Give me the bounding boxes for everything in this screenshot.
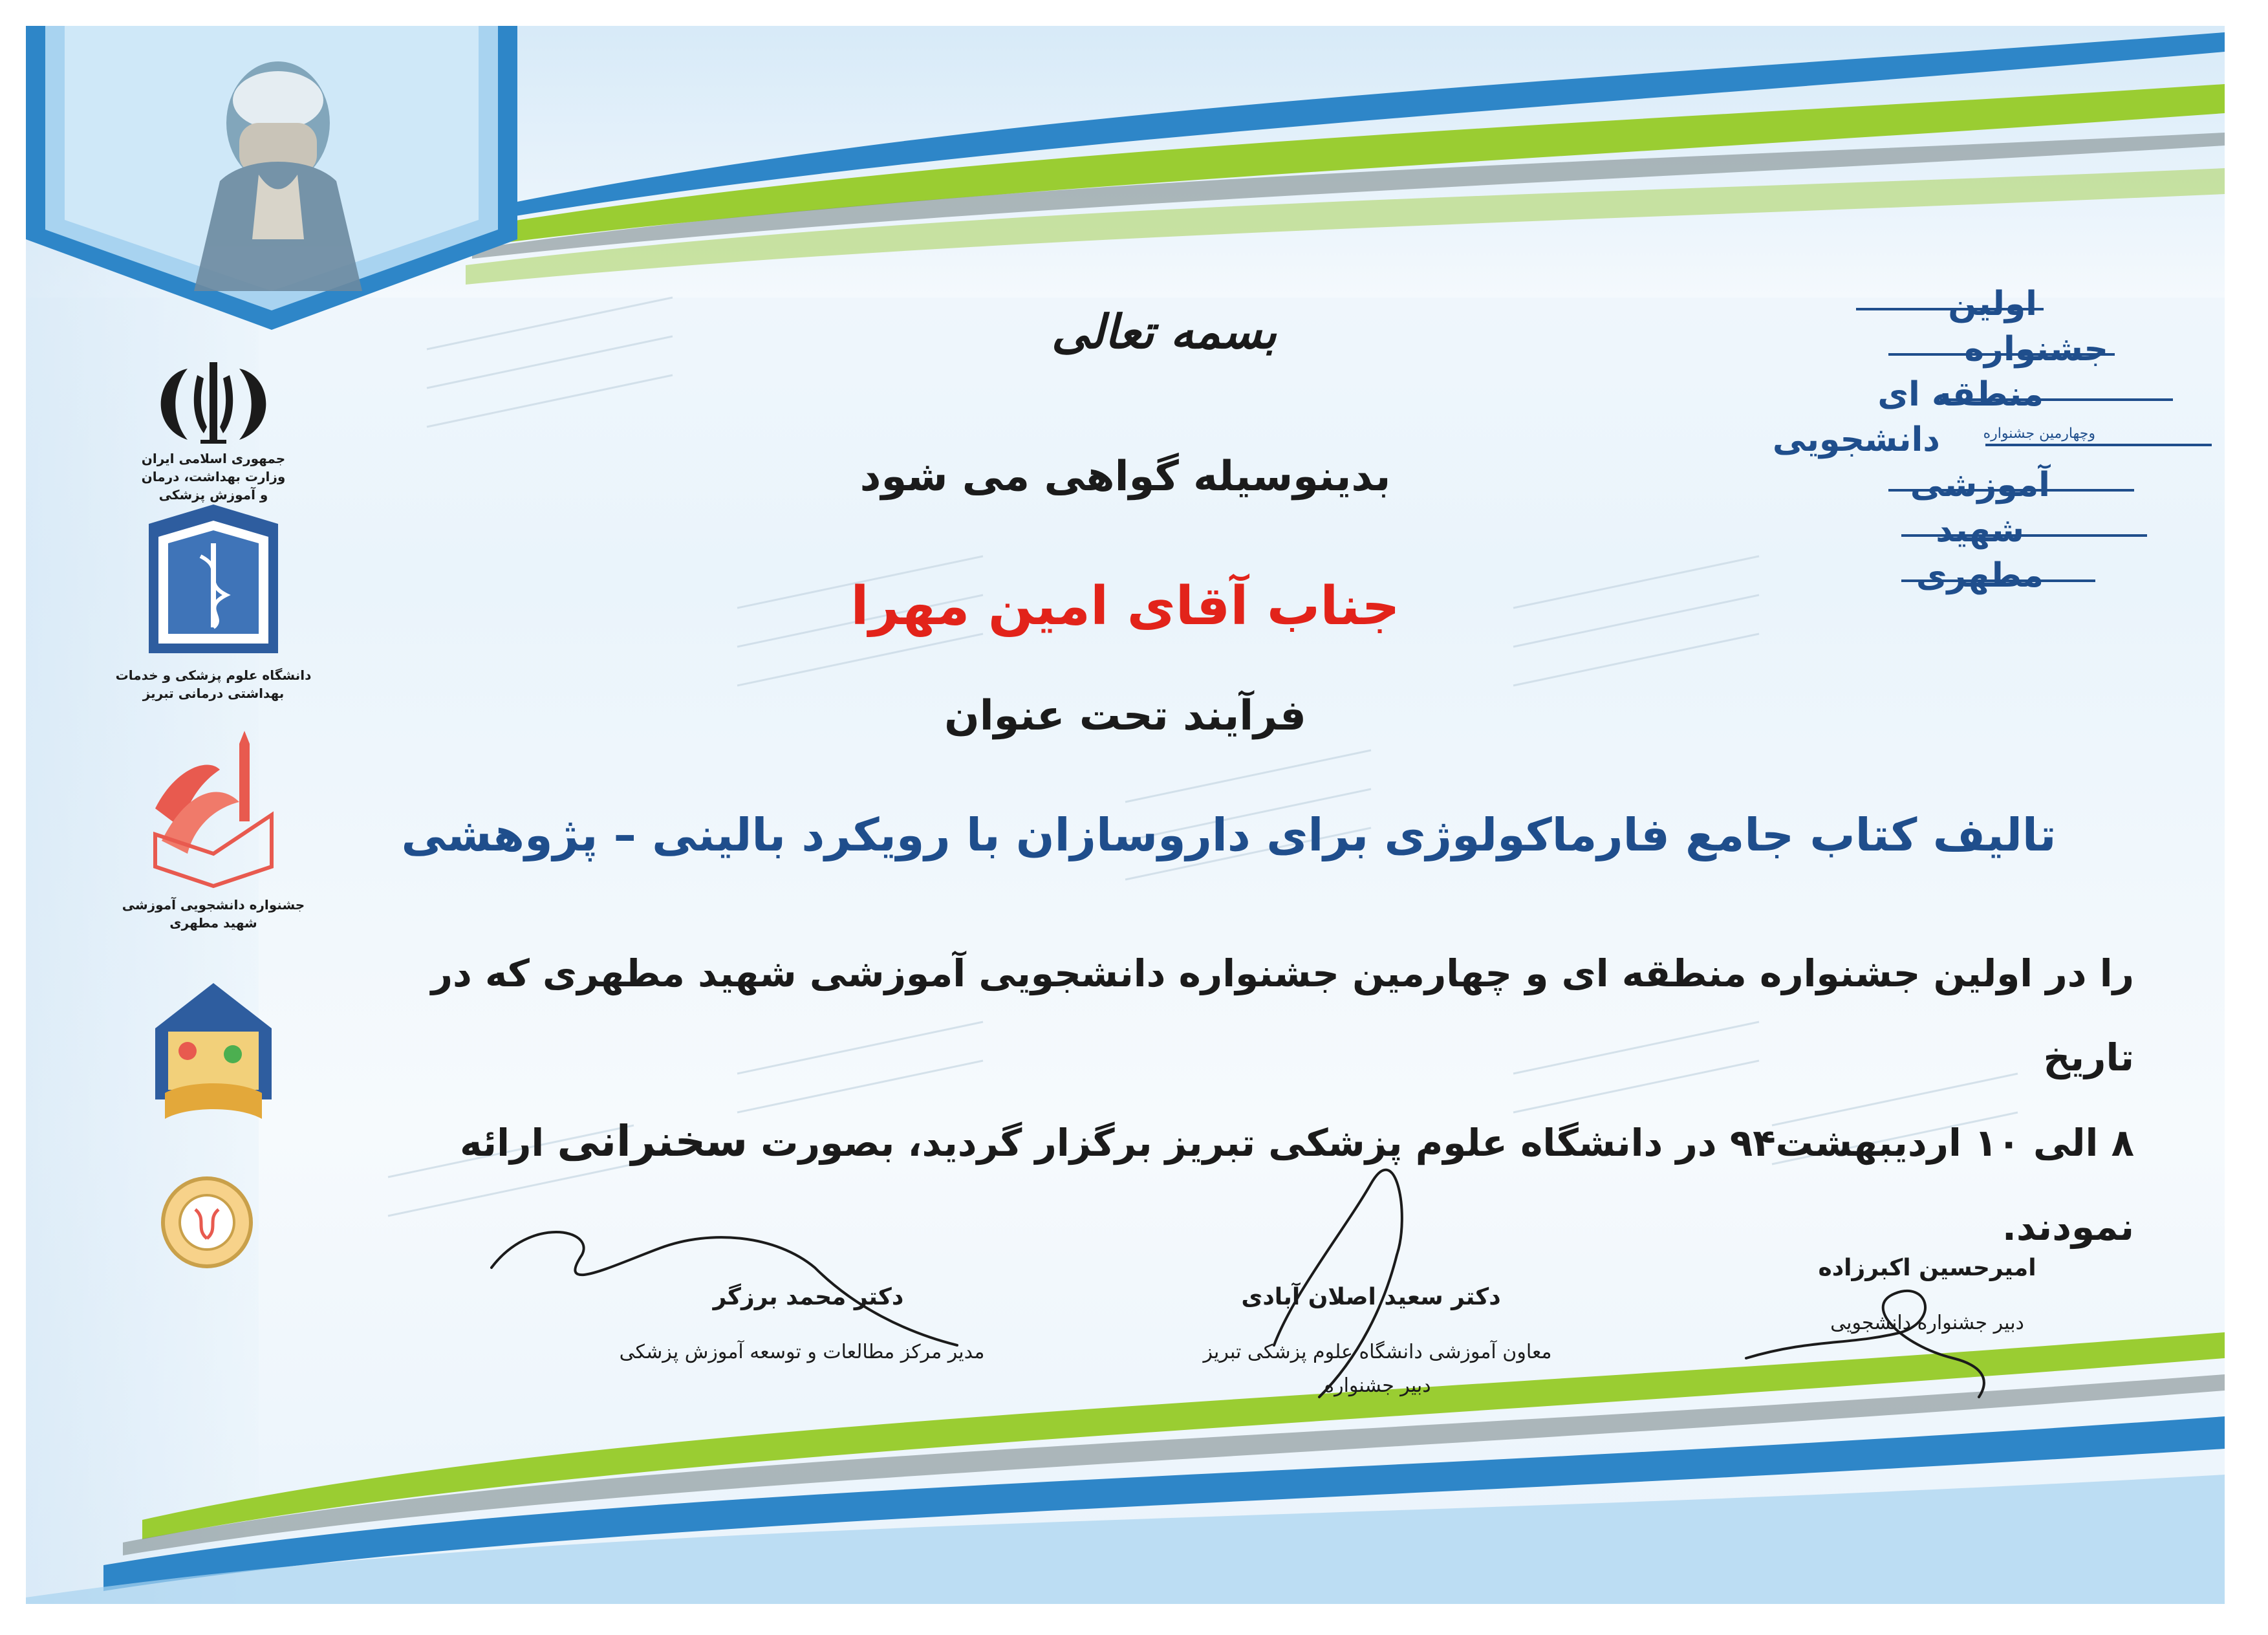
certificate-intro: بدینوسیله گواهی می شود [859, 453, 1391, 501]
festival-title-line: شهید [1936, 511, 2024, 550]
recipient-name: جناب آقای امین مهرا [850, 576, 1400, 637]
festival-title-line: اولین [1948, 285, 2037, 323]
presentation-type: سخنرانی [557, 1116, 748, 1166]
signatory-3-role [1772, 1306, 2082, 1340]
signatory-1-role [556, 1336, 1048, 1369]
signatory-1-name: دکتر محمد برزگر [713, 1284, 904, 1310]
festival-title-line: مطهری [1916, 556, 2044, 595]
ministry-logo-caption [110, 449, 317, 504]
university-logo-caption [97, 666, 330, 702]
certificate-body [362, 931, 2134, 1269]
body-line-2-start: ۸ الی ۱۰ اردیبهشت۹۴ در دانشگاه علوم پزشکی تبریز برگزار گردید، بصورت [761, 1121, 2134, 1165]
role-line: دبیر جشنواره [1324, 1374, 1431, 1397]
festival-title-line: جشنواره [1964, 330, 2108, 369]
caption-line: و آموزش پزشکی [158, 487, 268, 503]
caption-line: دانشگاه علوم پزشکی و خدمات [115, 667, 312, 683]
round-seal-shape [163, 1178, 251, 1266]
caption-line: جمهوری اسلامی ایران [141, 451, 286, 466]
festival-side-note: وچهارمین جشنواره [1983, 426, 2095, 442]
body-line-2 [362, 1099, 2134, 1269]
certificate-paper [26, 26, 2225, 1604]
role-line: معاون آموزشی دانشگاه علوم پزشکی تبریز [1203, 1341, 1552, 1363]
caption-line: بهداشتی درمانی تبریز [142, 686, 285, 701]
festival-logo-caption [97, 896, 330, 932]
work-title: تالیف کتاب جامع فارماکولوژی برای داروسازان با رویکرد بالینی – پژوهشی [401, 808, 2057, 861]
festival-title-line: آموزشی [1910, 466, 2050, 504]
university-emblem-shape [149, 504, 278, 653]
caption-line: وزارت بهداشت، درمان [141, 469, 286, 484]
caption-line: جشنواره دانشجویی آموزشی [122, 897, 305, 913]
body-line-2-end: ارائه نمودند. [460, 1121, 2134, 1249]
role-line: مدیر مرکز مطالعات و توسعه آموزش پزشکی [619, 1341, 985, 1363]
process-label: فرآیند تحت عنوان [944, 692, 1306, 740]
signatory-2-name: دکتر سعید اصلان آبادی [1241, 1284, 1501, 1310]
body-line-1: را در اولین جشنواره منطقه ای و چهارمین جشنواره دانشجویی آموزشی شهید مطهری که در تاریخ [431, 951, 2134, 1079]
caption-line: شهید مطهری [169, 915, 257, 931]
festival-title-line: دانشجویی [1772, 420, 1940, 459]
role-line: دبیر جشنواره دانشجویی [1830, 1312, 2024, 1334]
signatory-2-role [1151, 1336, 1604, 1403]
signatory-3-name: امیرحسین اکبرزاده [1818, 1255, 2036, 1281]
bismillah-heading: بسمه تعالی [1051, 304, 1277, 359]
festival-title-line: منطقه ای [1877, 375, 2044, 414]
